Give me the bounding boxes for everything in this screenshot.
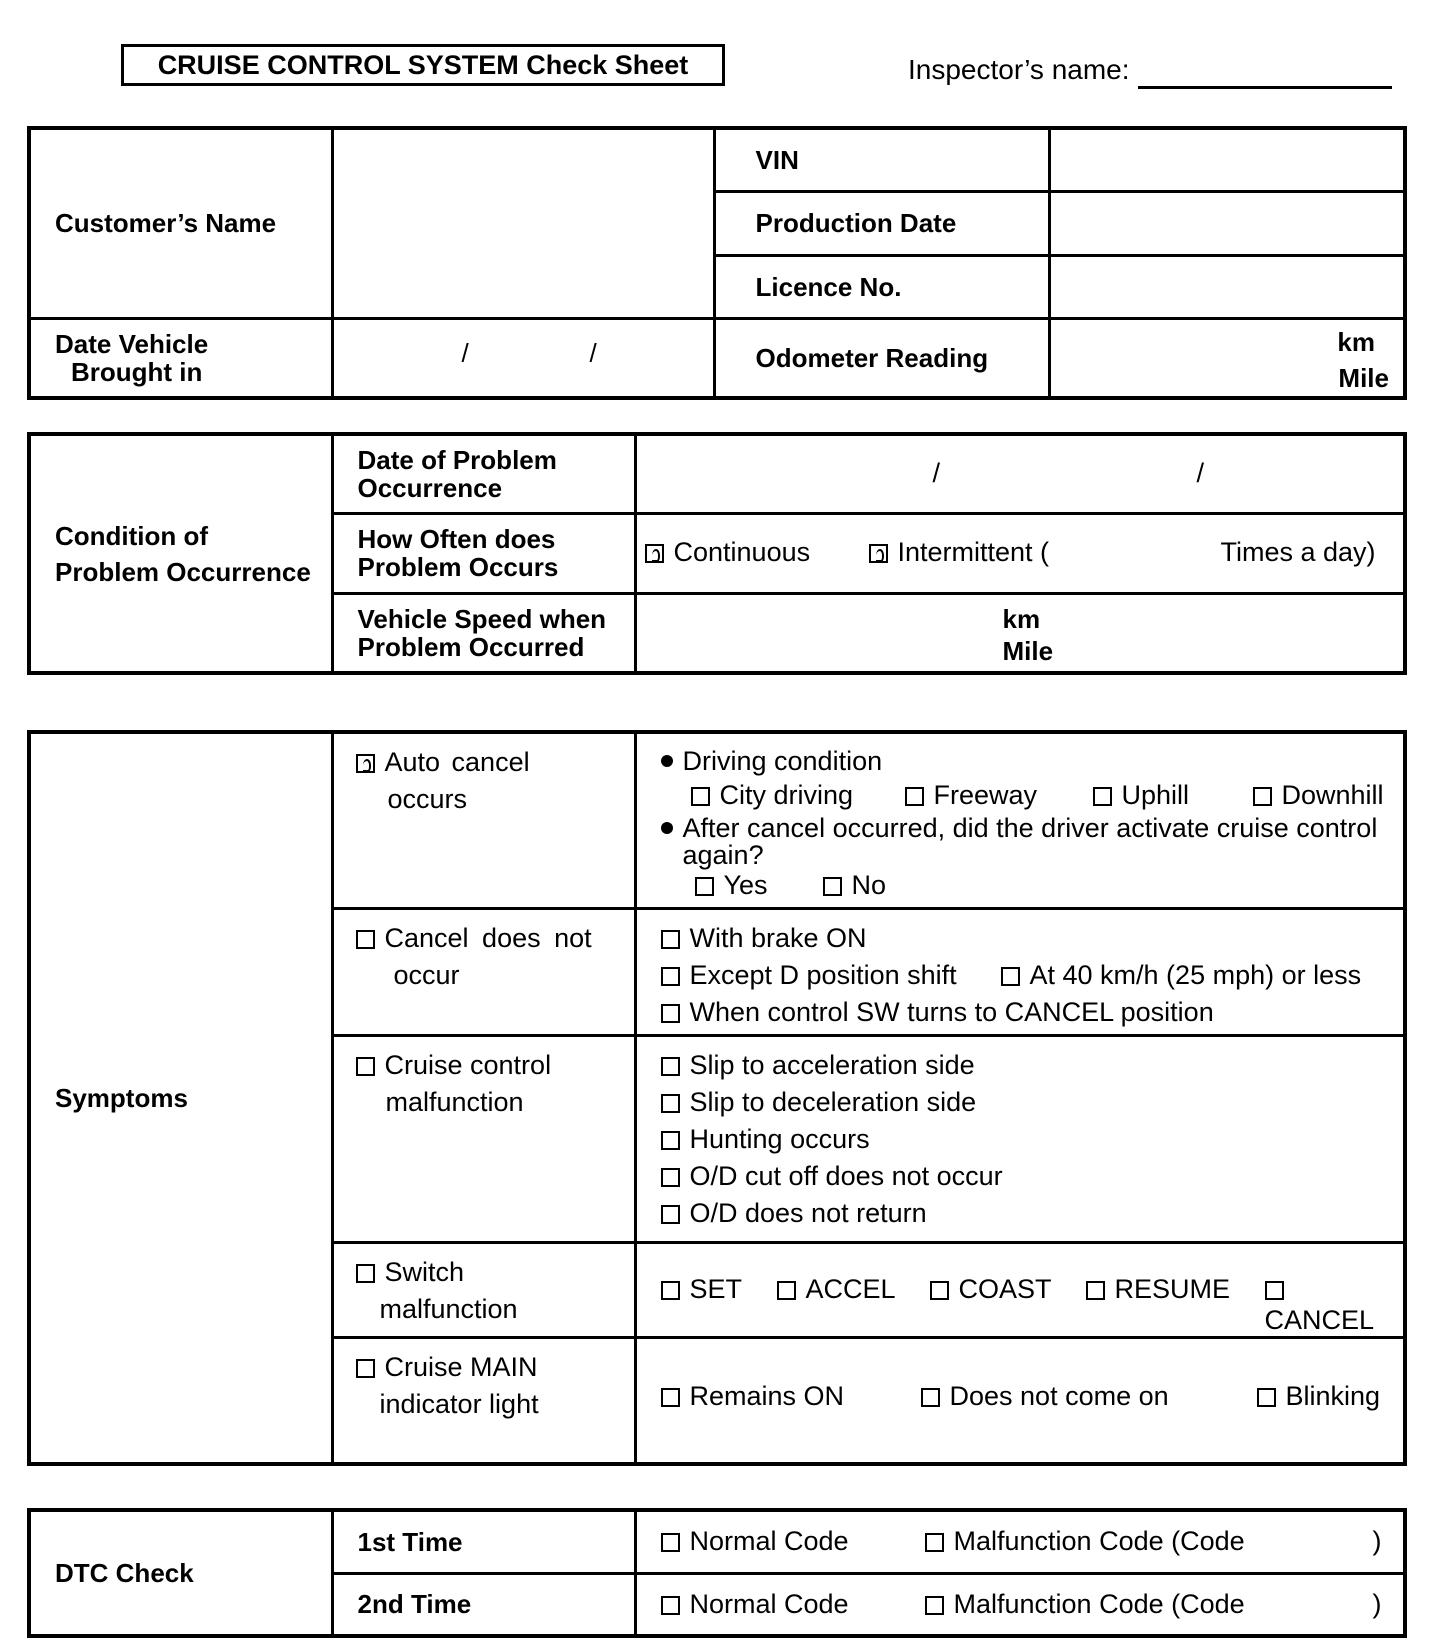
unit-mile: Mile bbox=[1338, 362, 1389, 393]
not-come-on-label: Does not come on bbox=[949, 1380, 1169, 1411]
checkbox[interactable] bbox=[661, 1131, 680, 1150]
driving-condition-label: Driving condition bbox=[682, 746, 883, 776]
control-sw-option[interactable] bbox=[661, 994, 1404, 1031]
cancel-not-option[interactable] bbox=[332, 908, 635, 1035]
switch-option[interactable] bbox=[332, 1242, 635, 1337]
indicator-label-2: indicator light bbox=[379, 1388, 539, 1419]
checkbox[interactable] bbox=[661, 1281, 680, 1300]
brake-on-label: With brake ON bbox=[689, 922, 867, 953]
malfunction-code-label: Malfunction Code (Code bbox=[953, 1526, 1245, 1556]
downhill-label: Downhill bbox=[1281, 780, 1384, 810]
date-brought-label-line2: Brought in bbox=[71, 356, 203, 387]
malfunction-code-label: Malfunction Code (Code bbox=[953, 1588, 1245, 1619]
switch-details bbox=[635, 1242, 1405, 1337]
checkbox[interactable] bbox=[645, 544, 664, 563]
unit-km: km bbox=[1337, 326, 1375, 357]
switch-label-2: malfunction bbox=[379, 1293, 518, 1324]
checkbox[interactable] bbox=[1086, 1281, 1105, 1300]
checkbox[interactable] bbox=[661, 1388, 680, 1407]
checkbox[interactable] bbox=[661, 1596, 680, 1615]
hunting-label: Hunting occurs bbox=[689, 1123, 870, 1154]
inspector-label: Inspector’s name: bbox=[908, 54, 1130, 85]
hunting-option[interactable] bbox=[661, 1121, 1404, 1158]
inspector-name-line[interactable] bbox=[1138, 86, 1392, 89]
auto-cancel-label: Auto cancel bbox=[384, 747, 530, 777]
how-often-label bbox=[332, 513, 635, 593]
dtc-label: DTC Check bbox=[29, 1510, 332, 1636]
symptoms-label: Symptoms bbox=[29, 732, 332, 1464]
speed-label-line2: Problem Occurred bbox=[357, 631, 585, 662]
malfunction-label: Cruise control bbox=[384, 1049, 552, 1080]
unit-mile: Mile bbox=[1002, 635, 1054, 666]
malfunction-label-2: malfunction bbox=[385, 1086, 524, 1117]
intermittent-option[interactable] bbox=[869, 537, 1050, 568]
checkbox[interactable] bbox=[695, 877, 714, 896]
slip-accel-option[interactable] bbox=[661, 1047, 1404, 1084]
checkbox[interactable] bbox=[661, 1004, 680, 1023]
normal-code-option[interactable] bbox=[661, 1589, 849, 1620]
no-option[interactable] bbox=[823, 868, 887, 902]
normal-code-option[interactable] bbox=[661, 1526, 849, 1557]
checkbox[interactable] bbox=[1093, 787, 1112, 806]
set-option[interactable] bbox=[661, 1274, 743, 1305]
intermittent-label: Intermittent ( bbox=[897, 536, 1050, 567]
condition-label-line1: Condition of bbox=[55, 520, 209, 551]
normal-code-label: Normal Code bbox=[689, 1588, 849, 1619]
checkbox[interactable] bbox=[921, 1388, 940, 1407]
licence-label: Licence No. bbox=[714, 255, 1049, 318]
dtc-first-label: 1st Time bbox=[332, 1510, 635, 1573]
dtc-first-options bbox=[635, 1510, 1405, 1573]
odometer-field[interactable] bbox=[1049, 318, 1405, 398]
malfunction-code-option[interactable] bbox=[925, 1589, 1245, 1620]
checkbox[interactable] bbox=[356, 1264, 375, 1283]
od-return-label: O/D does not return bbox=[689, 1197, 927, 1228]
checkbox[interactable] bbox=[661, 1533, 680, 1552]
after-cancel-question: After cancel occurred, did the driver activate cruise control bbox=[682, 813, 1378, 843]
accel-label: ACCEL bbox=[805, 1273, 896, 1304]
indicator-option[interactable] bbox=[332, 1337, 635, 1464]
checkbox[interactable] bbox=[823, 877, 842, 896]
cancel-not-label: Cancel does not bbox=[384, 922, 592, 953]
indicator-label: Cruise MAIN bbox=[384, 1351, 538, 1382]
malfunction-code-option[interactable] bbox=[925, 1526, 1245, 1557]
checkbox[interactable] bbox=[1265, 1281, 1284, 1300]
downhill-option[interactable] bbox=[1253, 778, 1384, 812]
except-d-option[interactable] bbox=[661, 957, 957, 994]
problem-date-label bbox=[332, 434, 635, 513]
normal-code-label: Normal Code bbox=[689, 1526, 849, 1556]
problem-date-field[interactable] bbox=[635, 434, 1405, 513]
set-label: SET bbox=[689, 1273, 743, 1304]
date-separator: / bbox=[932, 458, 941, 488]
checkbox[interactable] bbox=[661, 1094, 680, 1113]
date-brought-field[interactable] bbox=[332, 318, 714, 398]
licence-field[interactable] bbox=[1049, 255, 1405, 318]
freeway-label: Freeway bbox=[933, 780, 1038, 810]
checkbox[interactable] bbox=[661, 1168, 680, 1187]
malfunction-details bbox=[635, 1035, 1405, 1242]
yes-label: Yes bbox=[723, 870, 768, 900]
close-paren: ) bbox=[1372, 1526, 1382, 1556]
speed-field[interactable] bbox=[635, 593, 1405, 673]
remains-on-option[interactable] bbox=[661, 1381, 845, 1412]
vin-field[interactable] bbox=[1049, 128, 1405, 191]
coast-label: COAST bbox=[958, 1273, 1052, 1304]
vehicle-info-table bbox=[27, 126, 1407, 400]
speed-label bbox=[332, 593, 635, 673]
checkbox[interactable] bbox=[356, 1359, 375, 1378]
customer-name-label: Customer’s Name bbox=[29, 128, 332, 318]
yes-option[interactable] bbox=[695, 868, 768, 902]
checkbox[interactable] bbox=[691, 787, 710, 806]
auto-cancel-option[interactable] bbox=[332, 732, 635, 908]
checkbox[interactable] bbox=[1253, 787, 1272, 806]
city-driving-label: City driving bbox=[719, 780, 854, 810]
checkbox[interactable] bbox=[356, 754, 375, 773]
accel-option[interactable] bbox=[777, 1274, 896, 1305]
odometer-label: Odometer Reading bbox=[714, 318, 1049, 398]
resume-label: RESUME bbox=[1114, 1273, 1231, 1304]
condition-label bbox=[29, 434, 332, 673]
date-brought-label bbox=[29, 318, 332, 398]
checkbox[interactable] bbox=[1257, 1388, 1276, 1407]
vin-label: VIN bbox=[714, 128, 1049, 191]
how-often-label-line1: How Often does bbox=[357, 524, 556, 554]
symptoms-table bbox=[27, 730, 1407, 1466]
checkbox[interactable] bbox=[661, 930, 680, 949]
condition-table bbox=[27, 432, 1407, 675]
at-40-option[interactable] bbox=[1001, 957, 1362, 994]
no-label: No bbox=[851, 870, 887, 900]
od-cutoff-option[interactable] bbox=[661, 1158, 1404, 1195]
checkbox[interactable] bbox=[661, 967, 680, 986]
problem-date-label-line1: Date of Problem bbox=[357, 444, 557, 475]
cancel-option[interactable] bbox=[1265, 1274, 1404, 1336]
od-cutoff-label: O/D cut off does not occur bbox=[689, 1160, 1003, 1191]
uphill-label: Uphill bbox=[1121, 780, 1190, 810]
speed-label-line1: Vehicle Speed when bbox=[357, 603, 607, 634]
dtc-second-options bbox=[635, 1573, 1405, 1636]
how-often-label-line2: Problem Occurs bbox=[357, 552, 559, 582]
slip-decel-label: Slip to deceleration side bbox=[689, 1086, 977, 1117]
switch-label: Switch bbox=[384, 1256, 465, 1287]
auto-cancel-label-2: occurs bbox=[387, 784, 468, 814]
dtc-table bbox=[27, 1508, 1407, 1638]
uphill-option[interactable] bbox=[1093, 778, 1190, 812]
checkbox[interactable] bbox=[869, 544, 888, 563]
dtc-second-label: 2nd Time bbox=[332, 1573, 635, 1636]
checkbox[interactable] bbox=[925, 1596, 944, 1615]
malfunction-option[interactable] bbox=[332, 1035, 635, 1242]
checkbox[interactable] bbox=[661, 1205, 680, 1224]
checkbox[interactable] bbox=[930, 1281, 949, 1300]
bullet-icon bbox=[661, 822, 673, 834]
indicator-details bbox=[635, 1337, 1405, 1464]
times-a-day-label: Times a day) bbox=[1220, 536, 1376, 567]
sheet-title: CRUISE CONTROL SYSTEM Check Sheet bbox=[121, 44, 725, 86]
coast-option[interactable] bbox=[930, 1274, 1052, 1305]
date-separator: / bbox=[589, 337, 597, 368]
unit-km: km bbox=[1002, 603, 1041, 634]
problem-date-label-line2: Occurrence bbox=[357, 472, 503, 503]
blinking-label: Blinking bbox=[1285, 1380, 1381, 1411]
checkbox[interactable] bbox=[1001, 967, 1020, 986]
blinking-option[interactable] bbox=[1257, 1381, 1381, 1412]
date-brought-label-line1: Date Vehicle bbox=[55, 328, 209, 359]
checkbox[interactable] bbox=[356, 930, 375, 949]
continuous-option[interactable] bbox=[645, 537, 811, 568]
bullet-icon bbox=[661, 755, 673, 767]
resume-option[interactable] bbox=[1086, 1274, 1231, 1305]
how-often-options bbox=[635, 513, 1405, 593]
except-d-label: Except D position shift bbox=[689, 959, 957, 990]
cancel-not-details bbox=[635, 908, 1405, 1035]
checkbox[interactable] bbox=[661, 1057, 680, 1076]
control-sw-label: When control SW turns to CANCEL position bbox=[689, 996, 1214, 1027]
checkbox[interactable] bbox=[777, 1281, 796, 1300]
date-separator: / bbox=[1196, 458, 1205, 488]
production-date-field[interactable] bbox=[1049, 191, 1405, 255]
brake-on-option[interactable] bbox=[661, 920, 1404, 957]
slip-accel-label: Slip to acceleration side bbox=[689, 1049, 975, 1080]
cancel-label: CANCEL bbox=[1264, 1304, 1375, 1335]
checkbox[interactable] bbox=[905, 787, 924, 806]
city-driving-option[interactable] bbox=[691, 778, 854, 812]
freeway-option[interactable] bbox=[905, 778, 1038, 812]
production-date-label: Production Date bbox=[714, 191, 1049, 255]
checkbox[interactable] bbox=[356, 1057, 375, 1076]
checkbox[interactable] bbox=[925, 1533, 944, 1552]
condition-label-line2: Problem Occurrence bbox=[55, 556, 311, 587]
cancel-not-label-2: occur bbox=[393, 959, 460, 990]
close-paren: ) bbox=[1372, 1588, 1382, 1619]
slip-decel-option[interactable] bbox=[661, 1084, 1404, 1121]
auto-cancel-details bbox=[635, 732, 1405, 908]
customer-name-field[interactable] bbox=[332, 128, 714, 318]
continuous-label: Continuous bbox=[673, 536, 811, 567]
remains-on-label: Remains ON bbox=[689, 1380, 845, 1411]
after-cancel-question-2: again? bbox=[682, 840, 764, 870]
date-separator: / bbox=[461, 337, 469, 368]
at-40-label: At 40 km/h (25 mph) or less bbox=[1029, 959, 1362, 990]
not-come-on-option[interactable] bbox=[921, 1381, 1169, 1412]
od-return-option[interactable] bbox=[661, 1195, 1404, 1232]
